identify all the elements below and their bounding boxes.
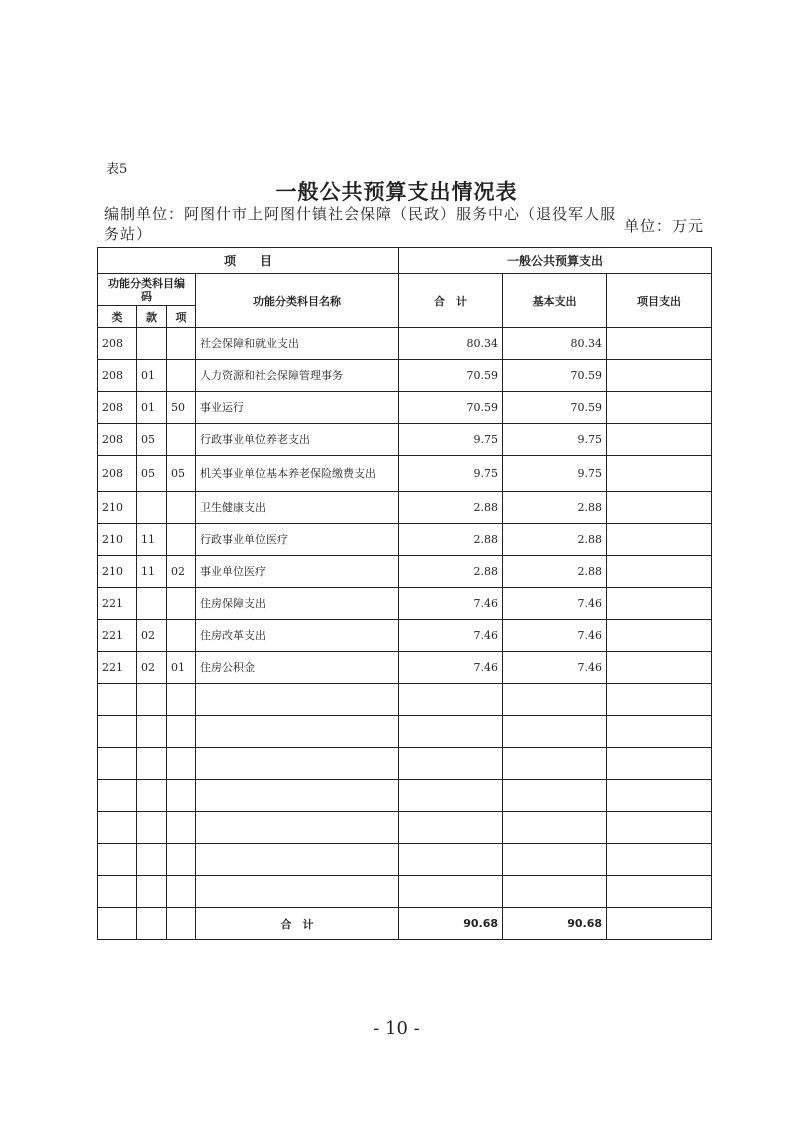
cell-total: 70.59 (399, 392, 503, 424)
cell-total (399, 780, 503, 812)
cell-project (607, 684, 712, 716)
cell-project (607, 492, 712, 524)
cell-total: 9.75 (399, 424, 503, 456)
cell-kuan (137, 716, 167, 748)
table-row (98, 652, 712, 684)
page-number: - 10 - (373, 1018, 420, 1039)
cell-xiang (167, 524, 196, 556)
cell-xiang (167, 780, 196, 812)
cell-kuan: 01 (137, 360, 167, 392)
cell-basic: 7.46 (503, 620, 607, 652)
table-row (98, 876, 712, 908)
cell-project (607, 620, 712, 652)
header-basic: 基本支出 (503, 274, 607, 328)
cell-xiang (167, 812, 196, 844)
cell-total (399, 876, 503, 908)
cell-lei (98, 908, 137, 940)
cell-lei (98, 780, 137, 812)
cell-lei: 221 (98, 652, 137, 684)
table-row (98, 588, 712, 620)
cell-kuan: 01 (137, 392, 167, 424)
cell-basic (503, 748, 607, 780)
cell-total (399, 748, 503, 780)
cell-total: 2.88 (399, 524, 503, 556)
cell-kuan: 02 (137, 620, 167, 652)
table-row (98, 424, 712, 456)
cell-kuan (137, 748, 167, 780)
table-row (98, 492, 712, 524)
document-title: 一般公共预算支出情况表 (275, 180, 518, 204)
cell-kuan (137, 812, 167, 844)
cell-kuan: 11 (137, 556, 167, 588)
cell-name: 事业单位医疗 (196, 556, 399, 588)
cell-basic (503, 716, 607, 748)
table-row (98, 780, 712, 812)
cell-kuan (137, 908, 167, 940)
cell-kuan: 05 (137, 424, 167, 456)
cell-kuan (137, 844, 167, 876)
table-row (98, 684, 712, 716)
cell-basic (503, 812, 607, 844)
cell-project (607, 328, 712, 360)
cell-kuan (137, 328, 167, 360)
cell-xiang (167, 492, 196, 524)
cell-name: 人力资源和社会保障管理事务 (196, 360, 399, 392)
cell-lei (98, 684, 137, 716)
cell-lei: 208 (98, 456, 137, 492)
header-row-2 (98, 274, 712, 306)
cell-total (399, 812, 503, 844)
cell-basic (503, 876, 607, 908)
cell-name (196, 780, 399, 812)
cell-project (607, 780, 712, 812)
table-row (98, 748, 712, 780)
cell-basic: 7.46 (503, 588, 607, 620)
cell-lei (98, 716, 137, 748)
table-row (98, 392, 712, 424)
cell-project (607, 844, 712, 876)
table-row (98, 524, 712, 556)
cell-kuan: 11 (137, 524, 167, 556)
cell-lei: 221 (98, 620, 137, 652)
cell-xiang (167, 424, 196, 456)
cell-project (607, 556, 712, 588)
cell-lei (98, 748, 137, 780)
cell-xiang: 01 (167, 652, 196, 684)
header-general-budget: 一般公共预算支出 (399, 248, 712, 274)
cell-xiang (167, 716, 196, 748)
cell-basic: 2.88 (503, 492, 607, 524)
cell-kuan (137, 684, 167, 716)
cell-total: 7.46 (399, 588, 503, 620)
cell-lei (98, 844, 137, 876)
cell-project (607, 456, 712, 492)
header-project: 项目支出 (607, 274, 712, 328)
cell-xiang (167, 588, 196, 620)
cell-name: 社会保障和就业支出 (196, 328, 399, 360)
total-label: 合 计 (196, 908, 399, 940)
header-total: 合 计 (399, 274, 503, 328)
cell-name: 行政事业单位医疗 (196, 524, 399, 556)
cell-basic: 70.59 (503, 392, 607, 424)
cell-lei: 210 (98, 524, 137, 556)
cell-project (607, 360, 712, 392)
header-func-name: 功能分类科目名称 (196, 274, 399, 328)
cell-xiang: 50 (167, 392, 196, 424)
cell-kuan: 02 (137, 652, 167, 684)
cell-lei: 221 (98, 588, 137, 620)
cell-xiang (167, 328, 196, 360)
cell-xiang (167, 748, 196, 780)
table-row (98, 556, 712, 588)
budget-table (97, 247, 712, 940)
cell-kuan (137, 492, 167, 524)
cell-name: 住房改革支出 (196, 620, 399, 652)
cell-basic (503, 780, 607, 812)
cell-name (196, 684, 399, 716)
total-project (607, 908, 712, 940)
cell-name: 机关事业单位基本养老保险缴费支出 (196, 456, 399, 492)
cell-lei: 208 (98, 328, 137, 360)
cell-name (196, 876, 399, 908)
cell-project (607, 812, 712, 844)
total-row (98, 908, 712, 940)
cell-name (196, 748, 399, 780)
cell-project (607, 876, 712, 908)
cell-project (607, 716, 712, 748)
cell-name: 卫生健康支出 (196, 492, 399, 524)
cell-basic (503, 684, 607, 716)
cell-basic: 70.59 (503, 360, 607, 392)
cell-total (399, 844, 503, 876)
header-item: 项 目 (98, 248, 399, 274)
cell-xiang: 02 (167, 556, 196, 588)
cell-xiang (167, 684, 196, 716)
cell-name: 住房保障支出 (196, 588, 399, 620)
cell-total: 80.34 (399, 328, 503, 360)
table-label: 表5 (106, 162, 128, 177)
cell-name: 住房公积金 (196, 652, 399, 684)
cell-lei: 208 (98, 360, 137, 392)
cell-name (196, 812, 399, 844)
cell-lei (98, 876, 137, 908)
cell-lei: 210 (98, 556, 137, 588)
cell-project (607, 424, 712, 456)
cell-total: 7.46 (399, 652, 503, 684)
header-func-code: 功能分类科目编码 (98, 274, 196, 306)
table-row (98, 328, 712, 360)
header-lei: 类 (98, 306, 137, 328)
cell-project (607, 588, 712, 620)
cell-basic: 2.88 (503, 556, 607, 588)
table-row (98, 844, 712, 876)
header-xiang: 项 (167, 306, 196, 328)
cell-basic: 7.46 (503, 652, 607, 684)
cell-kuan (137, 876, 167, 908)
header-row-1 (98, 248, 712, 274)
cell-project (607, 748, 712, 780)
cell-total (399, 684, 503, 716)
total-amount: 90.68 (399, 908, 503, 940)
cell-total: 70.59 (399, 360, 503, 392)
cell-name (196, 844, 399, 876)
cell-xiang (167, 360, 196, 392)
table-row (98, 620, 712, 652)
cell-name (196, 716, 399, 748)
cell-basic: 80.34 (503, 328, 607, 360)
cell-kuan: 05 (137, 456, 167, 492)
cell-name: 行政事业单位养老支出 (196, 424, 399, 456)
compiling-unit: 编制单位：阿图什市上阿图什镇社会保障（民政）服务中心（退役军人服务站） (104, 205, 617, 243)
cell-basic (503, 844, 607, 876)
cell-project (607, 524, 712, 556)
cell-basic: 2.88 (503, 524, 607, 556)
cell-xiang (167, 620, 196, 652)
cell-xiang (167, 876, 196, 908)
cell-basic: 9.75 (503, 424, 607, 456)
cell-project (607, 392, 712, 424)
cell-basic: 9.75 (503, 456, 607, 492)
cell-total: 2.88 (399, 556, 503, 588)
total-basic: 90.68 (503, 908, 607, 940)
cell-lei: 208 (98, 424, 137, 456)
cell-xiang (167, 908, 196, 940)
cell-name: 事业运行 (196, 392, 399, 424)
cell-project (607, 652, 712, 684)
cell-lei (98, 812, 137, 844)
cell-xiang: 05 (167, 456, 196, 492)
cell-kuan (137, 588, 167, 620)
table-row (98, 360, 712, 392)
currency-unit: 单位：万元 (624, 217, 705, 235)
cell-kuan (137, 780, 167, 812)
cell-total: 9.75 (399, 456, 503, 492)
cell-lei: 208 (98, 392, 137, 424)
table-row (98, 716, 712, 748)
cell-lei: 210 (98, 492, 137, 524)
cell-total (399, 716, 503, 748)
table-row (98, 456, 712, 492)
header-kuan: 款 (137, 306, 167, 328)
cell-total: 2.88 (399, 492, 503, 524)
cell-xiang (167, 844, 196, 876)
cell-total: 7.46 (399, 620, 503, 652)
table-row (98, 812, 712, 844)
